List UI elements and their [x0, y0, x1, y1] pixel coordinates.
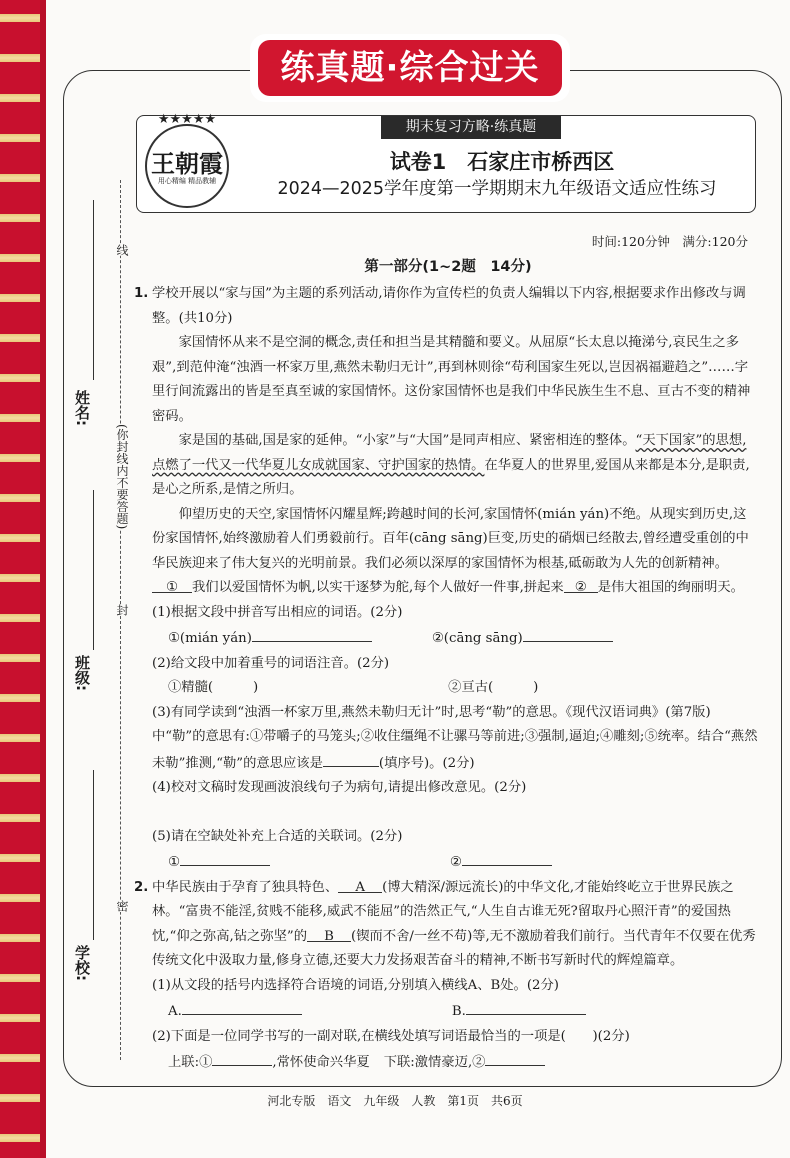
couplet-line: 上联:① ,常怀使命兴华夏 下联:激情豪迈,②	[138, 1049, 758, 1076]
seal2-mark: 密	[115, 900, 129, 912]
seal-notice: (你封线内不要答题)	[115, 424, 129, 530]
exam-content	[134, 255, 758, 1076]
crown-icon: ★★★★★	[157, 112, 217, 127]
question-1-intro: 1. 学校开展以“家与国”为主题的系列活动,请你作为宣传栏的负责人编辑以下内容,根据要求作出修改与调整。(共10分)	[138, 282, 758, 331]
subquestion-1-1: (1)根据文段中拼音写出相应的词语。(2分)	[152, 604, 403, 620]
passage-paragraph-3: 仰望历史的天空,家国情怀闪耀星辉;跨越时间的长河,家国情怀(mián yán)不绝。从现实到历史,这份家国情怀,始终激励着人们勇毅前行。百年(cāng sāng)巨变,历史的硝烟已经散去,曾经遭受重创的中华民族迎来了伟大复兴的光明前景。我们必须以深厚的家国情怀为根基,砥砺敢为人先的创新精神。① 我们以爱国情怀为帆,以实干逐梦为舵,每个人做好一件事,拼起来 ② 是伟大祖国的绚丽明天。	[152, 506, 749, 595]
publisher-logo	[145, 112, 229, 208]
binding-line	[120, 180, 121, 1060]
part-title: 第一部分(1~2题 14分)	[364, 259, 532, 275]
exam-header	[136, 112, 756, 213]
page-footer: 河北专版 语文 九年级 人教 第1页 共6页	[267, 1094, 523, 1108]
answer-field[interactable]	[323, 750, 379, 767]
subquestion-2-1: (1)从文段的括号内选择符合语境的词语,分别填入横线A、B处。(2分)	[152, 977, 559, 993]
blank-a[interactable]: A	[338, 876, 382, 893]
class-label: 班级:	[73, 655, 91, 691]
answer-field[interactable]	[466, 998, 586, 1015]
answer-field[interactable]	[252, 625, 372, 642]
section-banner: 练真题·综合过关	[258, 40, 562, 96]
question-2-text: 2. 中华民族由于孕育了独具特色、 A (博大精深/源远流长)的中华文化,才能始终屹立于世界民族之林。“富贵不能淫,贫贱不能移,威武不能屈”的浩然正气,“人生自古谁无死?留取丹心照汗青”的爱国热忱,“仰之弥高,钻之弥坚”的 B (锲而不舍/一丝不苟)等,无不激励着我们前行。当代青年不仅要在优秀传统文化中汲取力量,修身立德,还要大力发扬艰苦奋斗的精神,不断书写新时代的辉煌篇章。	[138, 876, 758, 974]
answer-line-1-2: ①精髓( ) ②亘古( )	[168, 680, 539, 695]
subquestion-1-5: (5)请在空缺处补充上合适的关联词。(2分)	[152, 828, 403, 844]
answer-space[interactable]	[138, 801, 758, 825]
line-mark: 线	[115, 244, 129, 256]
blank-1[interactable]: ①	[152, 576, 192, 593]
answer-field[interactable]	[182, 998, 302, 1015]
question-number: 2.	[134, 879, 149, 895]
logo-name: 王朝霞	[151, 149, 223, 178]
answer-field[interactable]	[485, 1049, 545, 1066]
header-tag: 期末复习方略·练真题	[381, 116, 561, 139]
answer-field[interactable]	[462, 849, 552, 866]
subquestion-1-2: (2)给文段中加着重号的词语注音。(2分)	[152, 655, 390, 671]
answer-field[interactable]	[180, 849, 270, 866]
question-number: 1.	[134, 286, 149, 301]
time-info: 时间:120分钟 满分:120分	[591, 234, 748, 249]
subquestion-2-2: (2)下面是一位同学书写的一副对联,在横线处填写词语最恰当的一项是( )(2分)	[152, 1028, 630, 1044]
seal-mark: 封	[115, 604, 129, 616]
blank-2[interactable]: ②	[564, 576, 598, 593]
logo-subtitle: 用心精编 精品教辅	[157, 177, 217, 185]
answer-line-1-5: ① ②	[138, 849, 758, 876]
decorative-ribbon	[0, 0, 46, 1158]
subquestion-1-4: (4)校对文稿时发现画波浪线句子为病句,请提出修改意见。(2分)	[152, 780, 527, 795]
blank-b[interactable]: B	[307, 925, 351, 942]
passage-paragraph-1: 家国情怀从来不是空洞的概念,责任和担当是其精髓和要义。从屈原“长太息以掩涕兮,哀民生之多艰”,到范仲淹“浊酒一杯家万里,燕然未勒归无计”,再到林则徐“苟利国家生死以,岂因祸福避趋之”……字里行间流露出的皆是至真至诚的家国情怀。这份家国情怀也是我们中华民族生生不息、亘古不变的精神密码。	[152, 335, 751, 424]
school-label: 学校:	[73, 945, 91, 981]
answer-field[interactable]	[523, 625, 613, 642]
exam-title: 试卷1 石家庄市桥西区	[389, 150, 615, 174]
exam-subtitle: 2024—2025学年度第一学期期末九年级语文适应性练习	[277, 179, 717, 199]
school-field[interactable]	[93, 770, 94, 940]
passage-paragraph-2: 家是国的基础,国是家的延伸。“小家”与“大国”是同声相应、紧密相连的整体。“天下国家”的思想,点燃了一代又一代华夏儿女成就国家、守护国家的热情。在华夏人的世界里,爱国从来都是本分,是职责,是心之所系,是情之所归。	[152, 433, 750, 497]
name-label: 姓名:	[73, 390, 91, 426]
subquestion-1-3: (3)有同学读到“浊酒一杯家万里,燕然未勒归无计”时,思考“勒”的意思。《现代汉语词典》(第7版)中“勒”的意思有:①带嚼子的马笼头;②收住缰绳不让骡马等前进;③强制,逼迫;④雕刻;⑤统率。结合“燕然未勒”推测,“勒”的意思应该是 (填序号)。(2分)	[152, 704, 758, 771]
answer-field[interactable]	[212, 1049, 272, 1066]
wavy-sentence: “天下国家”的思想,点燃了一代又一代华夏儿女成就国家、守护国家的热情。	[152, 433, 747, 473]
answer-line-2-1: A. B.	[138, 998, 758, 1025]
class-field[interactable]	[93, 490, 94, 650]
name-field[interactable]	[93, 200, 94, 380]
answer-line-1-1: ①(mián yán) ②(cāng sāng)	[138, 625, 758, 652]
